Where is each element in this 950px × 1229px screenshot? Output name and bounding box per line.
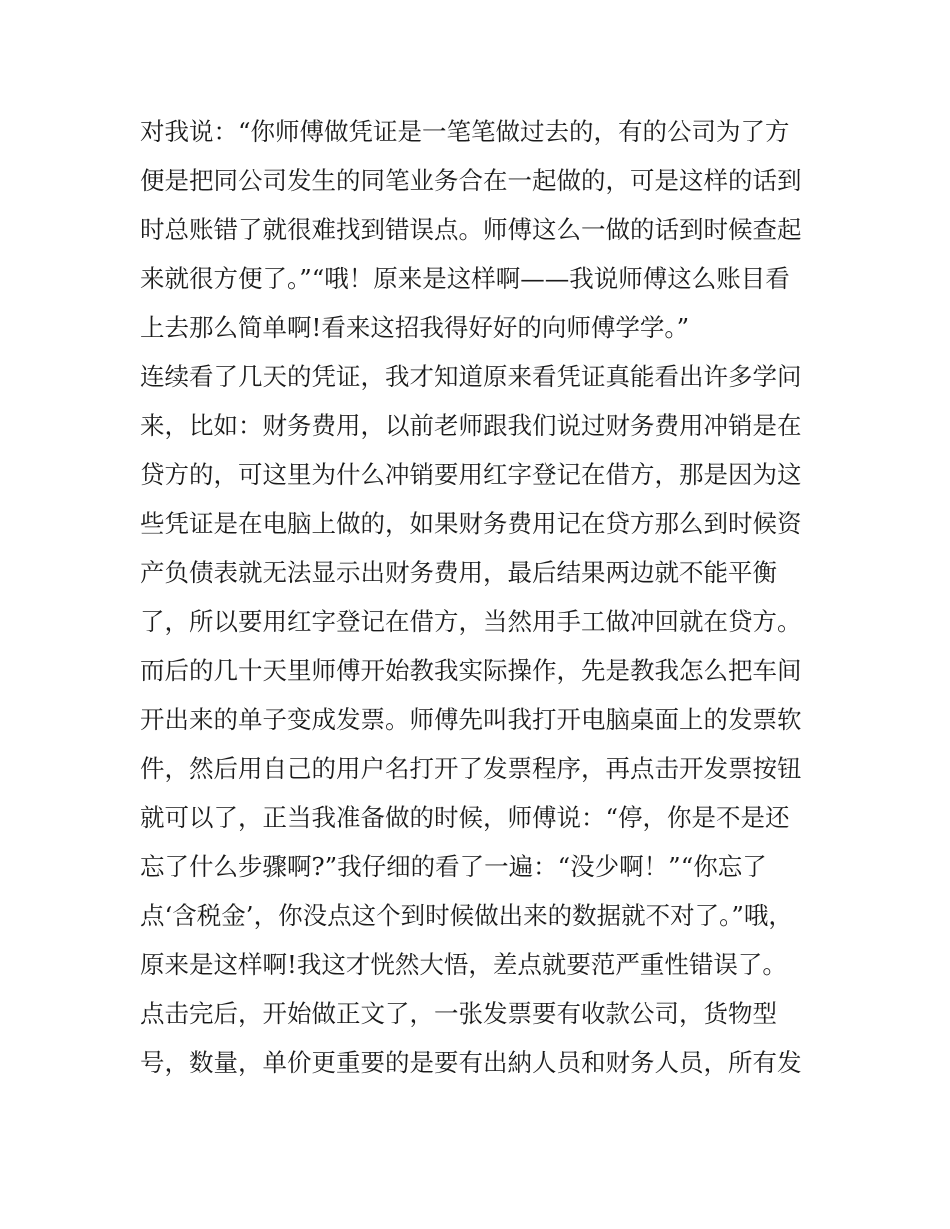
text-line: 了，所以要用红字登记在借方，当然用手工做冲回就在贷方。: [140, 607, 802, 636]
text-line: 对我说：“你师傅做凭证是一笔笔做过去的，有的公司为了方: [140, 117, 790, 146]
text-line: 点‘含税金’，你没点这个到时候做出来的数据就不对了。”哦，: [140, 901, 793, 930]
text-line: 连续看了几天的凭证，我才知道原来看凭证真能看出许多学问: [140, 362, 802, 391]
text-line: 来，比如：财务费用，以前老师跟我们说过财务费用冲销是在: [140, 411, 802, 440]
text-line: 而后的几十天里师傅开始教我实际操作，先是教我怎么把车间: [140, 656, 802, 685]
text-line: 点击完后，开始做正文了，一张发票要有收款公司，货物型: [140, 999, 777, 1028]
text-line: 上去那么简单啊!看来这招我得好好的向师傅学学。”: [140, 313, 690, 342]
text-line: 就可以了，正当我准备做的时候，师傅说：“停，你是不是还: [140, 803, 790, 832]
text-line: 些凭证是在电脑上做的，如果财务费用记在贷方那么到时候资: [140, 509, 802, 538]
text-line: 号，数量，单价更重要的是要有出納人员和财务人员，所有发: [140, 1048, 802, 1077]
body-text: [140, 107, 820, 1087]
text-line: 来就很方便了。”“哦！原来是这样啊——我说师傅这么账目看: [140, 264, 790, 293]
text-line: 便是把同公司发生的同笔业务合在一起做的，可是这样的话到: [140, 166, 802, 195]
text-line: 原来是这样啊!我这才恍然大悟，差点就要范严重性错误了。: [140, 950, 787, 979]
text-line: 开出来的单子变成发票。师傅先叫我打开电脑桌面上的发票软: [140, 705, 802, 734]
text-line: 贷方的，可这里为什么冲销要用红字登记在借方，那是因为这: [140, 460, 802, 489]
text-line: 件，然后用自己的用户名打开了发票程序，再点击开发票按钮: [140, 754, 802, 783]
text-line: 产负债表就无法显示出财务费用，最后结果两边就不能平衡: [140, 558, 777, 587]
text-line: 时总账错了就很难找到错误点。师傅这么一做的话到时候查起: [140, 215, 802, 244]
text-line: 忘了什么步骤啊?”我仔细的看了一遍：“没少啊！”“你忘了: [140, 852, 767, 881]
